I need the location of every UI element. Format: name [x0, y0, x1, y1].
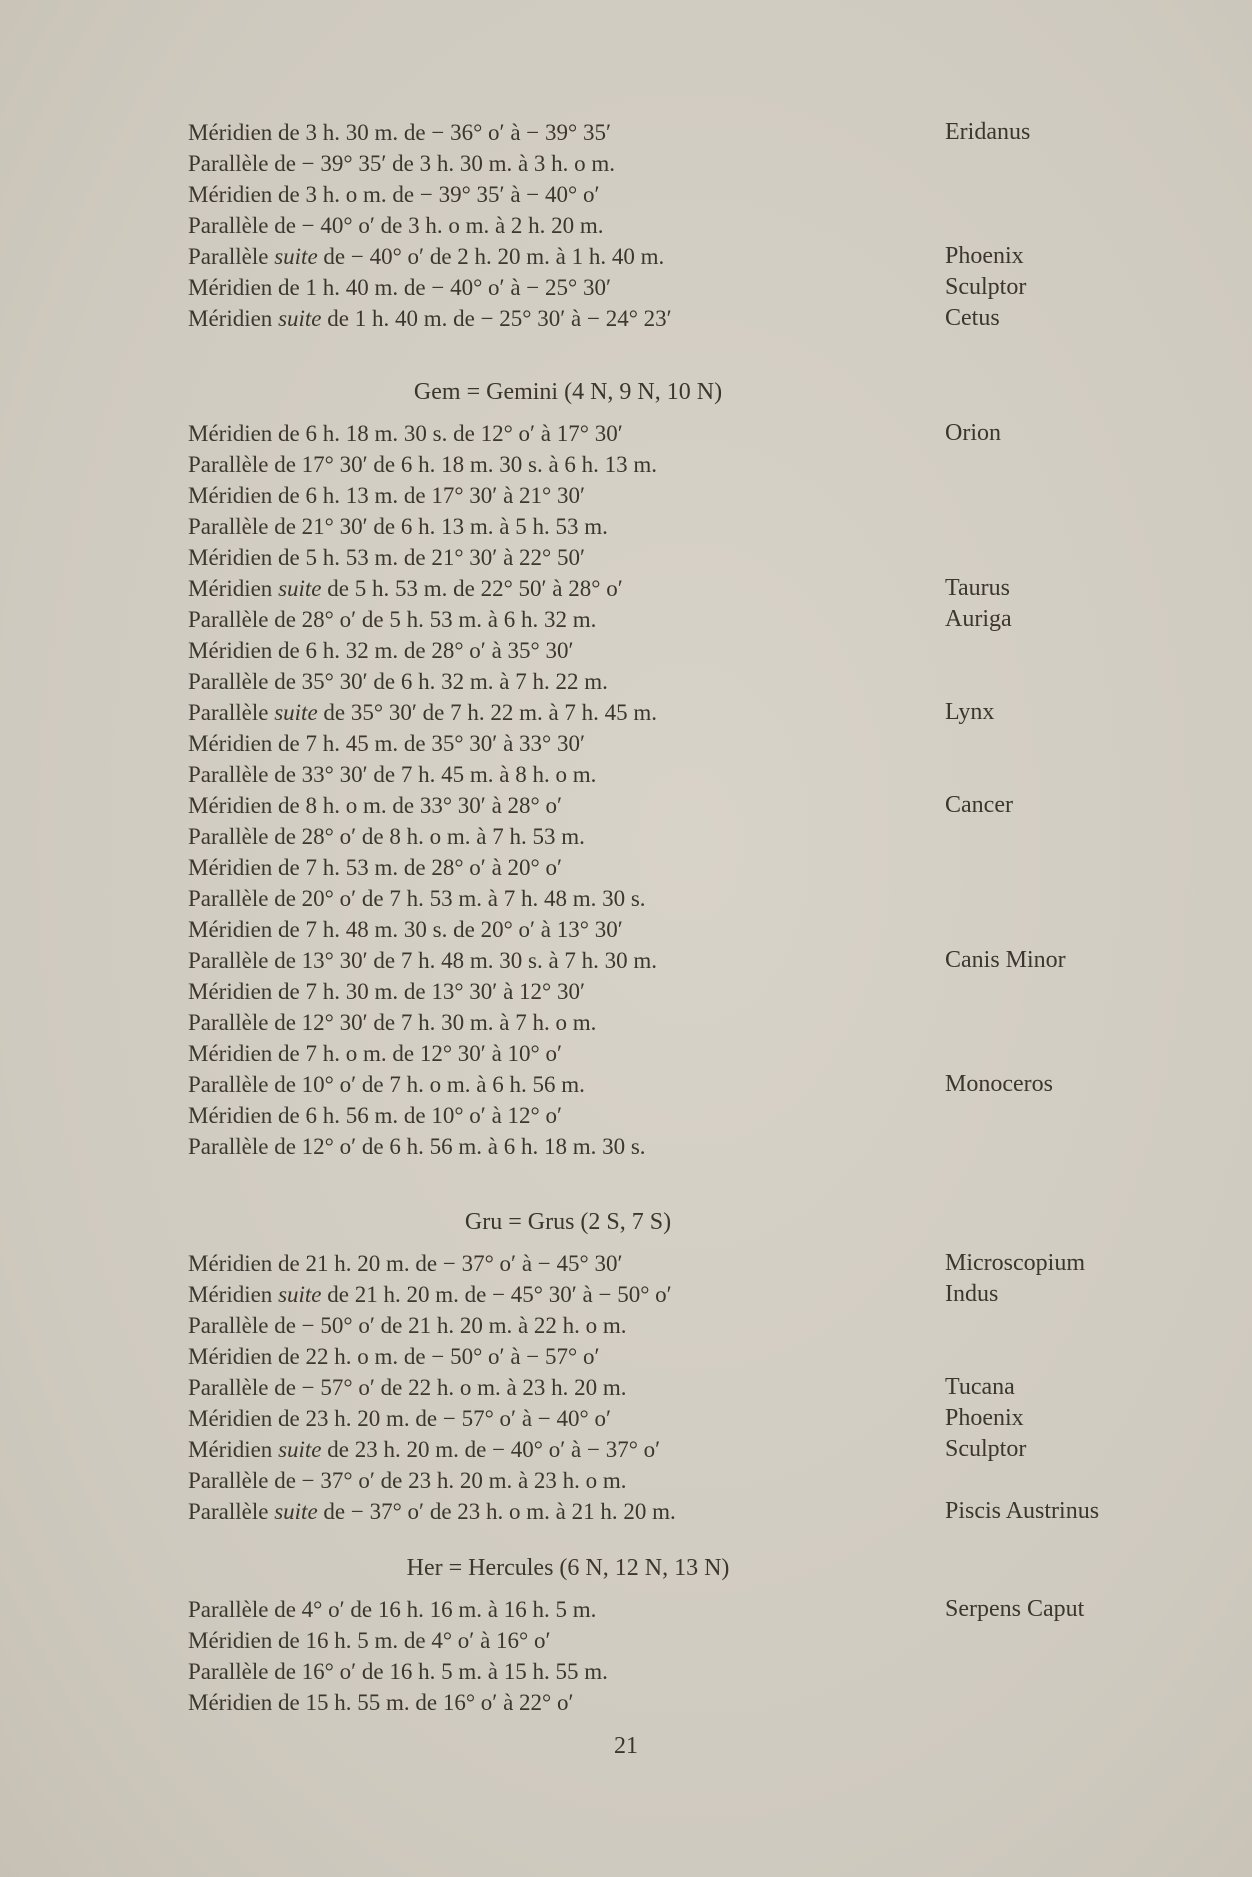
- boundary-row: [188, 635, 1148, 666]
- boundary-row: [188, 1372, 1148, 1403]
- boundary-text: Parallèle de 12° 30′ de 7 h. 30 m. à 7 h. o m.: [188, 1010, 597, 1035]
- boundary-description: [188, 821, 585, 852]
- boundary-text: de 5 h. 53 m. de 22° 50′ à 28° o′: [321, 576, 623, 601]
- boundary-row: [188, 241, 1148, 272]
- boundary-text: de 1 h. 40 m. de − 25° 30′ à − 24° 23′: [321, 306, 672, 331]
- boundary-text: Parallèle de 20° o′ de 7 h. 53 m. à 7 h. 48 m. 30 s.: [188, 886, 646, 911]
- boundary-row: [188, 1069, 1148, 1100]
- neighbor-constellation: Serpens Caput: [945, 1596, 1085, 1622]
- boundary-description: [188, 1496, 676, 1527]
- neighbor-constellation: Tucana: [945, 1374, 1015, 1400]
- boundary-text: Méridien de 6 h. 18 m. 30 s. de 12° o′ à 17° 30′: [188, 421, 623, 446]
- boundary-description: [188, 1131, 646, 1162]
- boundary-text: Méridien de 23 h. 20 m. de − 57° o′ à − 40° o′: [188, 1406, 611, 1431]
- boundary-row: [188, 914, 1148, 945]
- boundary-row: [188, 1594, 1148, 1625]
- boundary-text: Parallèle de 35° 30′ de 6 h. 32 m. à 7 h. 22 m.: [188, 669, 608, 694]
- boundary-text: Parallèle: [188, 700, 275, 725]
- boundary-description: [188, 573, 623, 604]
- boundary-text: Parallèle de − 37° o′ de 23 h. 20 m. à 23 h. o m.: [188, 1468, 627, 1493]
- boundary-text: Parallèle de 13° 30′ de 7 h. 48 m. 30 s. à 7 h. 30 m.: [188, 948, 658, 973]
- boundary-text: Méridien: [188, 576, 279, 601]
- boundary-suite-word: suite: [274, 700, 318, 725]
- boundary-text: Parallèle de 33° 30′ de 7 h. 45 m. à 8 h. o m.: [188, 762, 597, 787]
- boundary-text: Parallèle de 10° o′ de 7 h. o m. à 6 h. 56 m.: [188, 1072, 585, 1097]
- boundary-text: Méridien de 16 h. 5 m. de 4° o′ à 16° o′: [188, 1628, 551, 1653]
- boundary-row: [188, 1279, 1148, 1310]
- boundary-description: [188, 1069, 585, 1100]
- boundary-description: [188, 790, 562, 821]
- boundary-row: [188, 976, 1148, 1007]
- boundary-row: [188, 1656, 1148, 1687]
- boundary-description: [188, 1625, 551, 1656]
- boundary-row: [188, 418, 1148, 449]
- boundary-text: Méridien de 3 h. 30 m. de − 36° o′ à − 39° 35′: [188, 120, 611, 145]
- boundary-description: [188, 210, 604, 241]
- boundary-text: de 21 h. 20 m. de − 45° 30′ à − 50° o′: [321, 1282, 672, 1307]
- section-heading-gemini: Gem = Gemini (4 N, 9 N, 10 N): [413, 379, 723, 405]
- neighbor-constellation: Taurus: [945, 575, 1010, 601]
- boundary-text: Parallèle de − 39° 35′ de 3 h. 30 m. à 3 h. o m.: [188, 151, 616, 176]
- neighbor-constellation: Auriga: [945, 606, 1012, 632]
- boundary-text: Méridien de 7 h. o m. de 12° 30′ à 10° o′: [188, 1041, 563, 1066]
- boundary-row: [188, 511, 1148, 542]
- neighbor-constellation: Phoenix: [945, 243, 1024, 269]
- boundary-row: [188, 759, 1148, 790]
- page-number: 21: [614, 1733, 638, 1759]
- boundary-row: [188, 1625, 1148, 1656]
- boundary-description: [188, 914, 623, 945]
- boundary-row: [188, 179, 1148, 210]
- boundary-row: [188, 303, 1148, 334]
- boundary-text: Méridien de 3 h. o m. de − 39° 35′ à − 40° o′: [188, 182, 600, 207]
- boundary-text: Méridien de 5 h. 53 m. de 21° 30′ à 22° 50′: [188, 545, 586, 570]
- boundary-list-grus: [188, 1248, 1148, 1527]
- boundary-text: Parallèle de 4° o′ de 16 h. 16 m. à 16 h. 5 m.: [188, 1597, 597, 1622]
- boundary-row: [188, 210, 1148, 241]
- boundary-description: [188, 1434, 660, 1465]
- boundary-text: de 23 h. 20 m. de − 40° o′ à − 37° o′: [321, 1437, 661, 1462]
- neighbor-constellation: Indus: [945, 1281, 999, 1307]
- boundary-text: Parallèle de − 40° o′ de 3 h. o m. à 2 h. 20 m.: [188, 213, 604, 238]
- boundary-description: [188, 1248, 622, 1279]
- boundary-description: [188, 976, 585, 1007]
- boundary-description: [188, 418, 623, 449]
- section-heading-hercules: Her = Hercules (6 N, 12 N, 13 N): [406, 1555, 730, 1581]
- boundary-suite-word: suite: [274, 1499, 318, 1524]
- boundary-row: [188, 604, 1148, 635]
- boundary-description: [188, 511, 608, 542]
- section-heading-grus: Gru = Grus (2 S, 7 S): [464, 1209, 672, 1235]
- boundary-text: Méridien de 8 h. o m. de 33° 30′ à 28° o′: [188, 793, 563, 818]
- boundary-text: Parallèle: [188, 244, 275, 269]
- boundary-description: [188, 480, 585, 511]
- boundary-row: [188, 148, 1148, 179]
- boundary-text: Méridien de 1 h. 40 m. de − 40° o′ à − 25° 30′: [188, 275, 611, 300]
- neighbor-constellation: Sculptor: [945, 274, 1027, 300]
- boundary-description: [188, 303, 672, 334]
- boundary-description: [188, 1038, 562, 1069]
- boundary-description: [188, 179, 599, 210]
- boundary-description: [188, 449, 657, 480]
- boundary-text: Méridien de 22 h. o m. de − 50° o′ à − 57° o′: [188, 1344, 600, 1369]
- boundary-row: [188, 542, 1148, 573]
- neighbor-constellation: Orion: [945, 420, 1001, 446]
- boundary-text: Méridien de 7 h. 45 m. de 35° 30′ à 33° 30′: [188, 731, 586, 756]
- boundary-description: [188, 1279, 672, 1310]
- neighbor-constellation: Lynx: [945, 699, 995, 725]
- boundary-text: Parallèle de 16° o′ de 16 h. 5 m. à 15 h. 55 m.: [188, 1659, 608, 1684]
- boundary-description: [188, 1341, 599, 1372]
- boundary-text: Parallèle de − 50° o′ de 21 h. 20 m. à 22 h. o m.: [188, 1313, 627, 1338]
- boundary-row: [188, 945, 1148, 976]
- boundary-description: [188, 148, 615, 179]
- boundary-description: [188, 241, 664, 272]
- boundary-description: [188, 1465, 627, 1496]
- neighbor-constellation: Phoenix: [945, 1405, 1024, 1431]
- boundary-description: [188, 728, 585, 759]
- boundary-row: [188, 1100, 1148, 1131]
- boundary-row: [188, 728, 1148, 759]
- boundary-row: [188, 573, 1148, 604]
- boundary-row: [188, 1131, 1148, 1162]
- boundary-description: [188, 1687, 574, 1718]
- boundary-row: [188, 1465, 1148, 1496]
- neighbor-constellation: Microscopium: [945, 1250, 1085, 1276]
- boundary-suite-word: suite: [278, 576, 322, 601]
- boundary-text: de − 37° o′ de 23 h. o m. à 21 h. 20 m.: [317, 1499, 676, 1524]
- boundary-row: [188, 666, 1148, 697]
- boundary-text: Méridien de 7 h. 48 m. 30 s. de 20° o′ à 13° 30′: [188, 917, 623, 942]
- boundary-text: Méridien de 21 h. 20 m. de − 37° o′ à − 45° 30′: [188, 1251, 623, 1276]
- boundary-description: [188, 759, 596, 790]
- boundary-row: [188, 1341, 1148, 1372]
- boundary-text: Parallèle de 17° 30′ de 6 h. 18 m. 30 s. à 6 h. 13 m.: [188, 452, 658, 477]
- boundary-suite-word: suite: [278, 1437, 322, 1462]
- boundary-row: [188, 790, 1148, 821]
- boundary-row: [188, 1687, 1148, 1718]
- neighbor-constellation: Canis Minor: [945, 947, 1066, 973]
- boundary-text: Parallèle de 12° o′ de 6 h. 56 m. à 6 h. 18 m. 30 s.: [188, 1134, 646, 1159]
- boundary-suite-word: suite: [278, 1282, 322, 1307]
- neighbor-constellation: Cancer: [945, 792, 1013, 818]
- boundary-row: [188, 117, 1148, 148]
- boundary-text: Méridien de 6 h. 32 m. de 28° o′ à 35° 30′: [188, 638, 574, 663]
- boundary-text: Méridien de 7 h. 53 m. de 28° o′ à 20° o′: [188, 855, 563, 880]
- neighbor-constellation: Cetus: [945, 305, 1000, 331]
- boundary-description: [188, 1310, 627, 1341]
- boundary-description: [188, 604, 596, 635]
- boundary-row: [188, 272, 1148, 303]
- boundary-text: Parallèle de 28° o′ de 8 h. o m. à 7 h. 53 m.: [188, 824, 585, 849]
- neighbor-constellation: Piscis Austrinus: [945, 1498, 1100, 1524]
- boundary-suite-word: suite: [278, 306, 322, 331]
- boundary-row: [188, 821, 1148, 852]
- boundary-row: [188, 1434, 1148, 1465]
- boundary-row: [188, 480, 1148, 511]
- boundary-description: [188, 852, 562, 883]
- boundary-description: [188, 1403, 611, 1434]
- boundary-description: [188, 542, 585, 573]
- boundary-row: [188, 1496, 1148, 1527]
- boundary-suite-word: suite: [274, 244, 318, 269]
- boundary-description: [188, 272, 611, 303]
- boundary-description: [188, 883, 646, 914]
- boundary-row: [188, 1038, 1148, 1069]
- boundary-row: [188, 1310, 1148, 1341]
- boundary-text: Parallèle de − 57° o′ de 22 h. o m. à 23 h. 20 m.: [188, 1375, 627, 1400]
- boundary-text: Parallèle de 28° o′ de 5 h. 53 m. à 6 h. 32 m.: [188, 607, 597, 632]
- boundary-row: [188, 697, 1148, 728]
- boundary-description: [188, 1594, 596, 1625]
- boundary-text: Méridien de 6 h. 13 m. de 17° 30′ à 21° 30′: [188, 483, 586, 508]
- boundary-text: Méridien: [188, 1437, 279, 1462]
- neighbor-constellation: Eridanus: [945, 119, 1031, 145]
- boundary-description: [188, 1100, 562, 1131]
- boundary-text: Parallèle de 21° 30′ de 6 h. 13 m. à 5 h. 53 m.: [188, 514, 608, 539]
- boundary-list-gemini: [188, 418, 1148, 1162]
- boundary-list-eridanus-continuation: [188, 117, 1148, 334]
- boundary-row: [188, 1007, 1148, 1038]
- boundary-description: [188, 1007, 596, 1038]
- boundary-text: Méridien de 15 h. 55 m. de 16° o′ à 22° o′: [188, 1690, 574, 1715]
- boundary-text: Méridien: [188, 306, 279, 331]
- boundary-row: [188, 883, 1148, 914]
- boundary-description: [188, 1372, 627, 1403]
- boundary-text: Méridien de 7 h. 30 m. de 13° 30′ à 12° 30′: [188, 979, 586, 1004]
- neighbor-constellation: Sculptor: [945, 1436, 1027, 1462]
- boundary-description: [188, 635, 574, 666]
- boundary-row: [188, 1403, 1148, 1434]
- boundary-row: [188, 1248, 1148, 1279]
- boundary-description: [188, 697, 657, 728]
- neighbor-constellation: Monoceros: [945, 1071, 1053, 1097]
- boundary-list-hercules: [188, 1594, 1148, 1718]
- boundary-row: [188, 852, 1148, 883]
- boundary-description: [188, 1656, 608, 1687]
- boundary-description: [188, 945, 657, 976]
- boundary-text: Parallèle: [188, 1499, 275, 1524]
- boundary-text: Méridien de 6 h. 56 m. de 10° o′ à 12° o′: [188, 1103, 563, 1128]
- boundary-row: [188, 449, 1148, 480]
- boundary-description: [188, 666, 608, 697]
- boundary-description: [188, 117, 611, 148]
- boundary-text: de − 40° o′ de 2 h. 20 m. à 1 h. 40 m.: [317, 244, 665, 269]
- boundary-text: de 35° 30′ de 7 h. 22 m. à 7 h. 45 m.: [317, 700, 658, 725]
- boundary-text: Méridien: [188, 1282, 279, 1307]
